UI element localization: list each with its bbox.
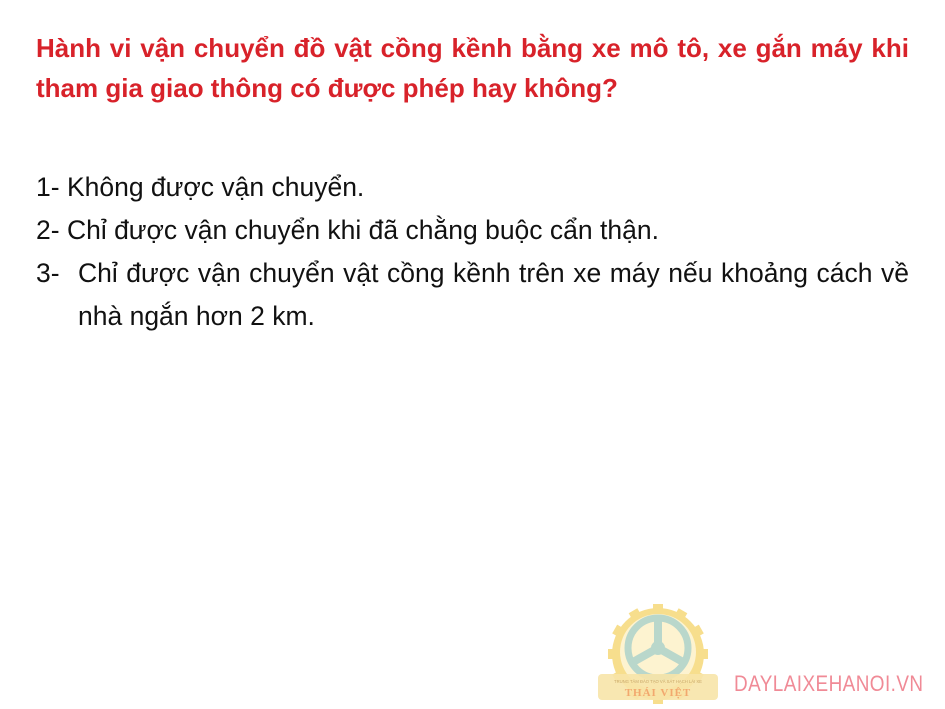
- logo-name: THÁI VIỆT: [624, 687, 692, 699]
- answer-number: 1-: [36, 172, 67, 202]
- answer-number: 3-: [36, 258, 60, 288]
- website-watermark: DAYLAIXEHANOI.VN: [734, 671, 924, 696]
- answer-text: Chỉ được vận chuyển vật cồng kềnh trên xe máy nếu khoảng cách về nhà ngắn hơn 2 km.: [78, 258, 909, 331]
- answer-text: Không được vận chuyển.: [66, 172, 365, 202]
- thai-viet-logo: [598, 604, 718, 704]
- answer-text: Chỉ được vận chuyển khi đã chằng buộc cẩn thận.: [66, 215, 659, 245]
- steering-wheel-icon: [598, 604, 718, 704]
- answer-number: 2-: [36, 215, 67, 245]
- answer-list: [36, 166, 909, 338]
- answer-option-3[interactable]: [36, 252, 909, 338]
- answer-option-1[interactable]: [36, 166, 909, 209]
- question-text: Hành vi vận chuyển đồ vật cồng kềnh bằng xe mô tô, xe gắn máy khi tham gia giao thông có được phép hay không?: [36, 33, 909, 103]
- answer-option-2[interactable]: [36, 209, 909, 252]
- logo-top-text: TRUNG TÂM ĐÀO TẠO VÀ SÁT HẠCH LÁI XE: [614, 679, 702, 684]
